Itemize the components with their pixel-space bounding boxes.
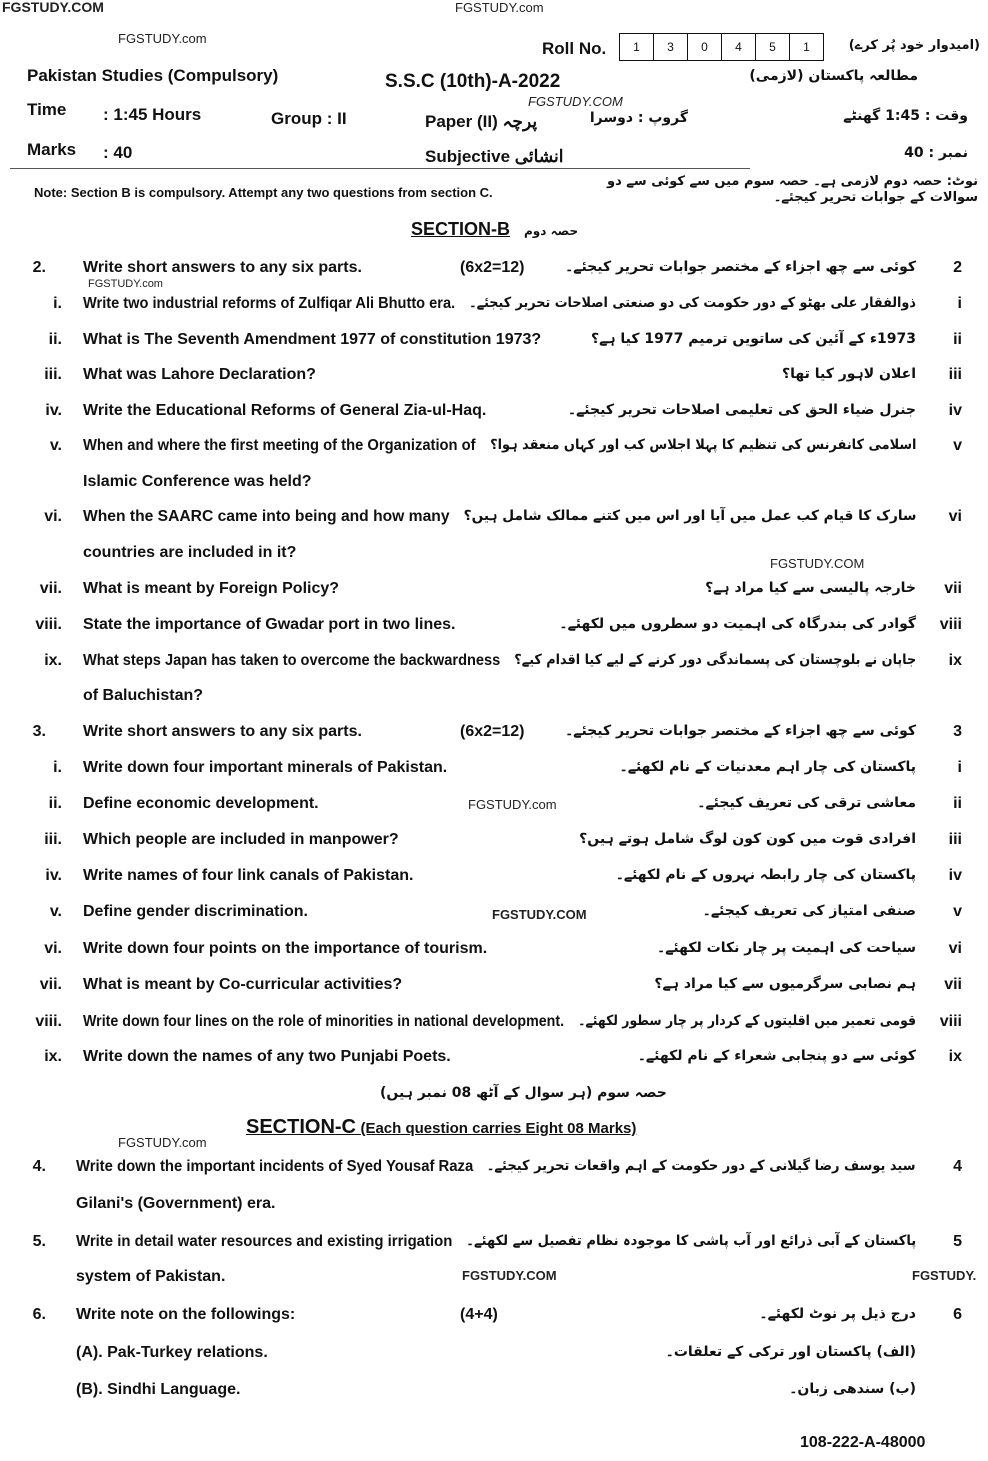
roll-number-boxes bbox=[619, 33, 824, 61]
question-number-urdu: ii bbox=[953, 795, 962, 812]
question-text: Islamic Conference was held? bbox=[83, 473, 312, 490]
exam-title: S.S.C (10th)-A-2022 bbox=[385, 71, 561, 92]
question-text-urdu: قومی تعمیر میں اقلیتوں کے کردار پر چار سطور لکھئے۔ bbox=[578, 1013, 916, 1029]
question-text-urdu: سیاحت کی اہمیت پر چار نکات لکھئے۔ bbox=[657, 940, 916, 956]
question-text-urdu: اسلامی کانفرنس کی تنظیم کا پہلا اجلاس کب اور کہاں منعقد ہوا؟ bbox=[489, 437, 916, 453]
question-text-urdu: جنرل ضیاء الحق کی تعلیمی اصلاحات تحریر کیجئے۔ bbox=[567, 402, 916, 418]
roll-digit: 4 bbox=[721, 34, 755, 60]
question-number-urdu: vii bbox=[944, 976, 962, 993]
question-text: Write two industrial reforms of Zulfiqar Ali Bhutto era. bbox=[83, 295, 456, 312]
question-number-urdu: iv bbox=[948, 867, 962, 884]
question-text-urdu: ہم نصابی سرگرمیوں سے کیا مراد ہے؟ bbox=[654, 976, 916, 992]
question-text-urdu: (الف) پاکستان اور ترکی کے تعلقات۔ bbox=[665, 1344, 916, 1360]
question-text: Write short answers to any six parts. bbox=[83, 259, 362, 276]
question-text: Write note on the followings: bbox=[76, 1306, 296, 1323]
question-number: i. bbox=[53, 759, 62, 776]
question-text-urdu: کوئی سے دو پنجابی شعراء کے نام لکھئے۔ bbox=[637, 1048, 916, 1064]
section-b-title: SECTION-B bbox=[411, 219, 510, 239]
question-text-urdu: خارجہ پالیسی سے کیا مراد ہے؟ bbox=[705, 580, 916, 596]
question-number: v. bbox=[49, 903, 62, 920]
question-number-urdu: vi bbox=[948, 508, 962, 525]
section-b-title-urdu: حصہ دوم bbox=[524, 224, 579, 238]
question-number: iii. bbox=[44, 831, 62, 848]
question-text-urdu: پاکستان کے آبی ذرائع اور آب پاشی کا موجودہ نظام تفصیل سے لکھئے۔ bbox=[466, 1233, 916, 1249]
question-text-urdu: گوادر کی بندرگاہ کی اہمیت دو سطروں میں لکھئے۔ bbox=[559, 616, 916, 632]
watermark: FGSTUDY.com bbox=[88, 278, 163, 290]
question-text: State the importance of Gwadar port in two lines. bbox=[83, 616, 456, 633]
question-number: ii. bbox=[48, 795, 62, 812]
question-marks: (6x2=12) bbox=[460, 259, 525, 276]
question-text: countries are included in it? bbox=[83, 544, 297, 561]
question-number: vii. bbox=[39, 580, 62, 597]
question-text-urdu: کوئی سے چھ اجزاء کے مختصر جوابات تحریر کیجئے۔ bbox=[565, 259, 916, 275]
question-number-urdu: v bbox=[953, 437, 962, 454]
question-text: Define economic development. bbox=[83, 795, 319, 812]
watermark: FGSTUDY.COM bbox=[2, 0, 104, 15]
question-text: Write in detail water resources and existing irrigation bbox=[76, 1233, 453, 1250]
question-marks: (6x2=12) bbox=[460, 723, 525, 740]
question-text-urdu: افرادی قوت میں کون کون لوگ شامل ہوتے ہیں؟ bbox=[579, 831, 916, 847]
question-number-urdu: vii bbox=[944, 580, 962, 597]
question-text-urdu: 1973ء کے آئین کی ساتویں ترمیم 1977 کیا ہے؟ bbox=[591, 331, 916, 347]
question-number: vii. bbox=[39, 976, 62, 993]
question-text: Define gender discrimination. bbox=[83, 903, 308, 920]
watermark: FGSTUDY. bbox=[912, 1268, 977, 1283]
question-number-urdu: 5 bbox=[953, 1233, 962, 1250]
question-number-urdu: ix bbox=[948, 652, 962, 669]
question-text-urdu: جاپان نے بلوچستان کی پسماندگی دور کرنے کے لیے کیا اقدام کیے؟ bbox=[514, 652, 916, 668]
question-text: What is meant by Foreign Policy? bbox=[83, 580, 340, 597]
question-number: 3. bbox=[32, 723, 46, 740]
question-number: 2. bbox=[32, 259, 46, 276]
question-number-urdu: viii bbox=[939, 616, 962, 633]
question-text-urdu: صنفی امتیاز کی تعریف کیجئے۔ bbox=[702, 903, 916, 919]
question-text: of Baluchistan? bbox=[83, 687, 204, 704]
question-number-urdu: iii bbox=[948, 831, 962, 848]
question-text-urdu: (ب) سندھی زبان۔ bbox=[789, 1381, 916, 1397]
question-number: vi. bbox=[44, 508, 62, 525]
question-text: When the SAARC came into being and how many bbox=[83, 508, 450, 525]
question-number-urdu: viii bbox=[939, 1013, 962, 1030]
question-number-urdu: 2 bbox=[953, 259, 962, 276]
section-c-title: SECTION-C bbox=[246, 1116, 356, 1138]
watermark: FGSTUDY.com bbox=[118, 1135, 207, 1150]
question-number: iii. bbox=[44, 366, 62, 383]
question-text: Which people are included in manpower? bbox=[83, 831, 399, 848]
time-value: : 1:45 Hours bbox=[103, 105, 202, 124]
paper-code: 108-222-A-48000 bbox=[800, 1434, 926, 1451]
question-text-urdu: کوئی سے چھ اجزاء کے مختصر جوابات تحریر کیجئے۔ bbox=[565, 723, 916, 739]
watermark: FGSTUDY.COM bbox=[462, 1268, 557, 1283]
question-text: Write short answers to any six parts. bbox=[83, 723, 362, 740]
time-urdu: وقت : 1:45 گھنٹے bbox=[843, 108, 968, 124]
question-text: Write down the important incidents of Syed Yousaf Raza bbox=[76, 1158, 474, 1175]
question-text: Write down the names of any two Punjabi Poets. bbox=[83, 1048, 451, 1065]
question-text: Write the Educational Reforms of General Zia-ul-Haq. bbox=[83, 402, 487, 419]
question-number: 6. bbox=[32, 1306, 46, 1323]
marks-label: Marks bbox=[27, 140, 77, 159]
question-number: iv. bbox=[45, 402, 62, 419]
watermark: FGSTUDY.COM bbox=[770, 556, 865, 571]
question-text: What steps Japan has taken to overcome the backwardness bbox=[83, 652, 501, 669]
question-number-urdu: i bbox=[957, 759, 962, 776]
question-number-urdu: iii bbox=[948, 366, 962, 383]
question-text: (B). Sindhi Language. bbox=[76, 1381, 241, 1398]
roll-note-urdu: (امیدوار خود پُر کرے) bbox=[848, 38, 980, 53]
question-number-urdu: 3 bbox=[953, 723, 962, 740]
roll-digit: 3 bbox=[653, 34, 687, 60]
question-number-urdu: iv bbox=[948, 402, 962, 419]
roll-digit: 1 bbox=[789, 34, 823, 60]
marks-urdu: نمبر : 40 bbox=[904, 145, 968, 161]
question-number: 5. bbox=[32, 1233, 46, 1250]
question-number-urdu: vi bbox=[948, 940, 962, 957]
question-text-urdu: سید یوسف رضا گیلانی کے دور حکومت کے اہم واقعات تحریر کیجئے۔ bbox=[487, 1158, 916, 1174]
paper: Paper (II) پرچہ bbox=[425, 112, 538, 131]
question-text: Gilani's (Government) era. bbox=[76, 1195, 276, 1212]
question-text: system of Pakistan. bbox=[76, 1268, 226, 1285]
question-number-urdu: v bbox=[953, 903, 962, 920]
question-marks: (4+4) bbox=[460, 1306, 498, 1323]
question-number: vi. bbox=[44, 940, 62, 957]
question-number-urdu: i bbox=[957, 295, 962, 312]
question-number-urdu: 4 bbox=[953, 1158, 962, 1175]
question-number-urdu: 6 bbox=[953, 1306, 962, 1323]
question-number: iv. bbox=[45, 867, 62, 884]
question-number: ix. bbox=[44, 652, 62, 669]
watermark: FGSTUDY.com bbox=[455, 0, 544, 15]
question-text: Write down four important minerals of Pakistan. bbox=[83, 759, 448, 776]
roll-digit: 5 bbox=[755, 34, 789, 60]
note: Note: Section B is compulsory. Attempt any two questions from section C. bbox=[34, 185, 493, 200]
section-c-subtitle: (Each question carries Eight 08 Marks) bbox=[360, 1120, 637, 1137]
divider bbox=[10, 168, 750, 169]
question-text: Write names of four link canals of Pakistan. bbox=[83, 867, 414, 884]
marks-value: : 40 bbox=[103, 143, 133, 162]
question-text: What is The Seventh Amendment 1977 of constitution 1973? bbox=[83, 331, 542, 348]
question-text: When and where the first meeting of the Organization of bbox=[83, 437, 476, 454]
question-number: viii. bbox=[35, 616, 62, 633]
question-text-urdu: درج ذیل پر نوٹ لکھئے۔ bbox=[759, 1306, 916, 1322]
section-c-title-urdu: حصہ سوم (ہر سوال کے آٹھ 08 نمبر ہیں) bbox=[380, 1085, 667, 1101]
group-urdu: گروپ : دوسرا bbox=[589, 110, 688, 126]
question-text: What is meant by Co-curricular activities? bbox=[83, 976, 403, 993]
watermark: FGSTUDY.COM bbox=[492, 907, 587, 922]
question-text-urdu: معاشی ترقی کی تعریف کیجئے۔ bbox=[697, 795, 916, 811]
question-number: 4. bbox=[32, 1158, 46, 1175]
question-number: ii. bbox=[48, 331, 62, 348]
question-text-urdu: اعلان لاہور کیا تھا؟ bbox=[781, 366, 916, 382]
question-text-urdu: پاکستان کی چار رابطہ نہروں کے نام لکھئے۔ bbox=[615, 867, 916, 883]
watermark: FGSTUDY.COM bbox=[528, 94, 623, 109]
roll-label: Roll No. bbox=[542, 39, 607, 58]
watermark: FGSTUDY.com bbox=[468, 797, 557, 812]
question-number: viii. bbox=[35, 1013, 62, 1030]
group: Group : II bbox=[271, 109, 347, 128]
question-number: i. bbox=[53, 295, 62, 312]
subject-title: Pakistan Studies (Compulsory) bbox=[27, 66, 279, 85]
subject-title-urdu: مطالعہ پاکستان (لازمی) bbox=[749, 68, 918, 84]
question-text: (A). Pak-Turkey relations. bbox=[76, 1344, 268, 1361]
question-text-urdu: ذوالفقار علی بھٹو کے دور حکومت کی دو صنعتی اصلاحات تحریر کیجئے۔ bbox=[469, 295, 916, 311]
roll-digit: 1 bbox=[633, 40, 640, 54]
question-number: ix. bbox=[44, 1048, 62, 1065]
subjective: Subjective انشائی bbox=[425, 147, 564, 166]
question-number-urdu: ii bbox=[953, 331, 962, 348]
section-c-heading bbox=[246, 1116, 636, 1139]
question-text-urdu: پاکستان کی چار اہم معدنیات کے نام لکھئے۔ bbox=[619, 759, 916, 775]
watermark: FGSTUDY.com bbox=[118, 31, 207, 46]
question-number-urdu: ix bbox=[948, 1048, 962, 1065]
question-text: Write down four lines on the role of minorities in national development. bbox=[83, 1013, 565, 1030]
question-text: What was Lahore Declaration? bbox=[83, 366, 316, 383]
question-text-urdu: سارک کا قیام کب عمل میں آیا اور اس میں کتنے ممالک شامل ہیں؟ bbox=[463, 508, 916, 524]
roll-digit: 0 bbox=[687, 34, 721, 60]
question-number: v. bbox=[49, 437, 62, 454]
question-text: Write down four points on the importance of tourism. bbox=[83, 940, 488, 957]
time-label: Time bbox=[27, 100, 67, 119]
note-urdu: نوٹ: حصہ دوم لازمی ہے۔ حصہ سوم میں سے کوئی سے دو سوالات کے جوابات تحریر کیجئے۔ bbox=[607, 174, 978, 205]
